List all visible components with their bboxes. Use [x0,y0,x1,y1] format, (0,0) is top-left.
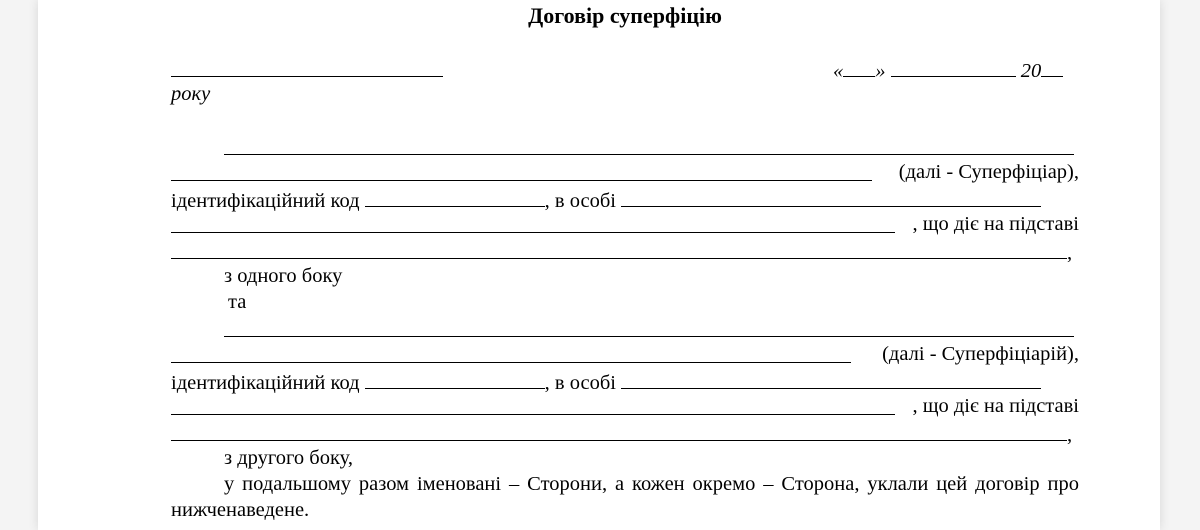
party2-role-text: (далі - Суперфіціарій), [882,343,1079,365]
party1-person-blank-2[interactable] [171,211,895,233]
party2-basis-row [171,393,1079,419]
party1-role-row [171,159,1079,185]
party2-side-row [171,445,1079,471]
document-content [171,0,1079,523]
and-text: та [228,291,247,313]
party1-basis-line [171,237,1079,263]
party2-basis-label: , що діє на підставі [912,395,1079,417]
place-date-row [171,55,1079,81]
party1-id-row [171,185,1079,211]
document-title: Договір суперфіцію [528,3,722,28]
and-row [171,289,1079,315]
month-blank[interactable] [891,55,1016,77]
party2-id-row [171,367,1079,393]
party2-id-blank[interactable] [365,367,545,389]
document-page [38,0,1160,530]
party2-person-label: , в особі [544,372,616,394]
date-close-quote: » [875,60,886,82]
party1-id-blank[interactable] [365,185,545,207]
closing-text: у подальшому разом іменовані – Сторони, а кожен окремо – Сторона, уклали цей договір про нижченаведене. [171,473,1079,521]
party1-person-label: , в особі [544,190,616,212]
party1-name-blank-2[interactable] [171,159,872,181]
date-open-quote: « [833,60,844,82]
party2-name-blank-2[interactable] [171,341,851,363]
party1-name-blank-1[interactable] [224,133,1074,155]
day-blank[interactable] [843,55,875,77]
date-block [833,55,1063,84]
party1-role-text: (далі - Суперфіціар), [898,161,1079,183]
year-blank[interactable] [1041,55,1063,77]
place-suffix: року [171,83,211,105]
party1-basis-row [171,211,1079,237]
party2-basis-blank[interactable] [171,419,1067,441]
party1-basis-label: , що діє на підставі [912,213,1079,235]
party1-id-label: ідентифікаційний код [171,190,360,212]
party1-side-row [171,263,1079,289]
party1-person-blank[interactable] [621,185,1041,207]
party1-end-comma: , [1067,242,1073,264]
place-suffix-row [171,81,1079,107]
party2-person-blank-2[interactable] [171,393,895,415]
party2-person-blank[interactable] [621,367,1041,389]
party1-name-line-1 [171,133,1079,159]
place-blank[interactable] [171,55,443,77]
party2-side-text: з другого боку, [224,447,353,469]
party2-role-row [171,341,1079,367]
party1-side-text: з одного боку [224,265,343,287]
party2-end-comma: , [1067,424,1073,446]
party1-basis-blank[interactable] [171,237,1067,259]
year-prefix: 20 [1020,60,1042,82]
party2-name-blank-1[interactable] [224,315,1074,337]
party2-basis-line [171,419,1079,445]
party2-id-label: ідентифікаційний код [171,372,360,394]
party2-name-line-1 [171,315,1079,341]
closing-paragraph [171,471,1079,523]
